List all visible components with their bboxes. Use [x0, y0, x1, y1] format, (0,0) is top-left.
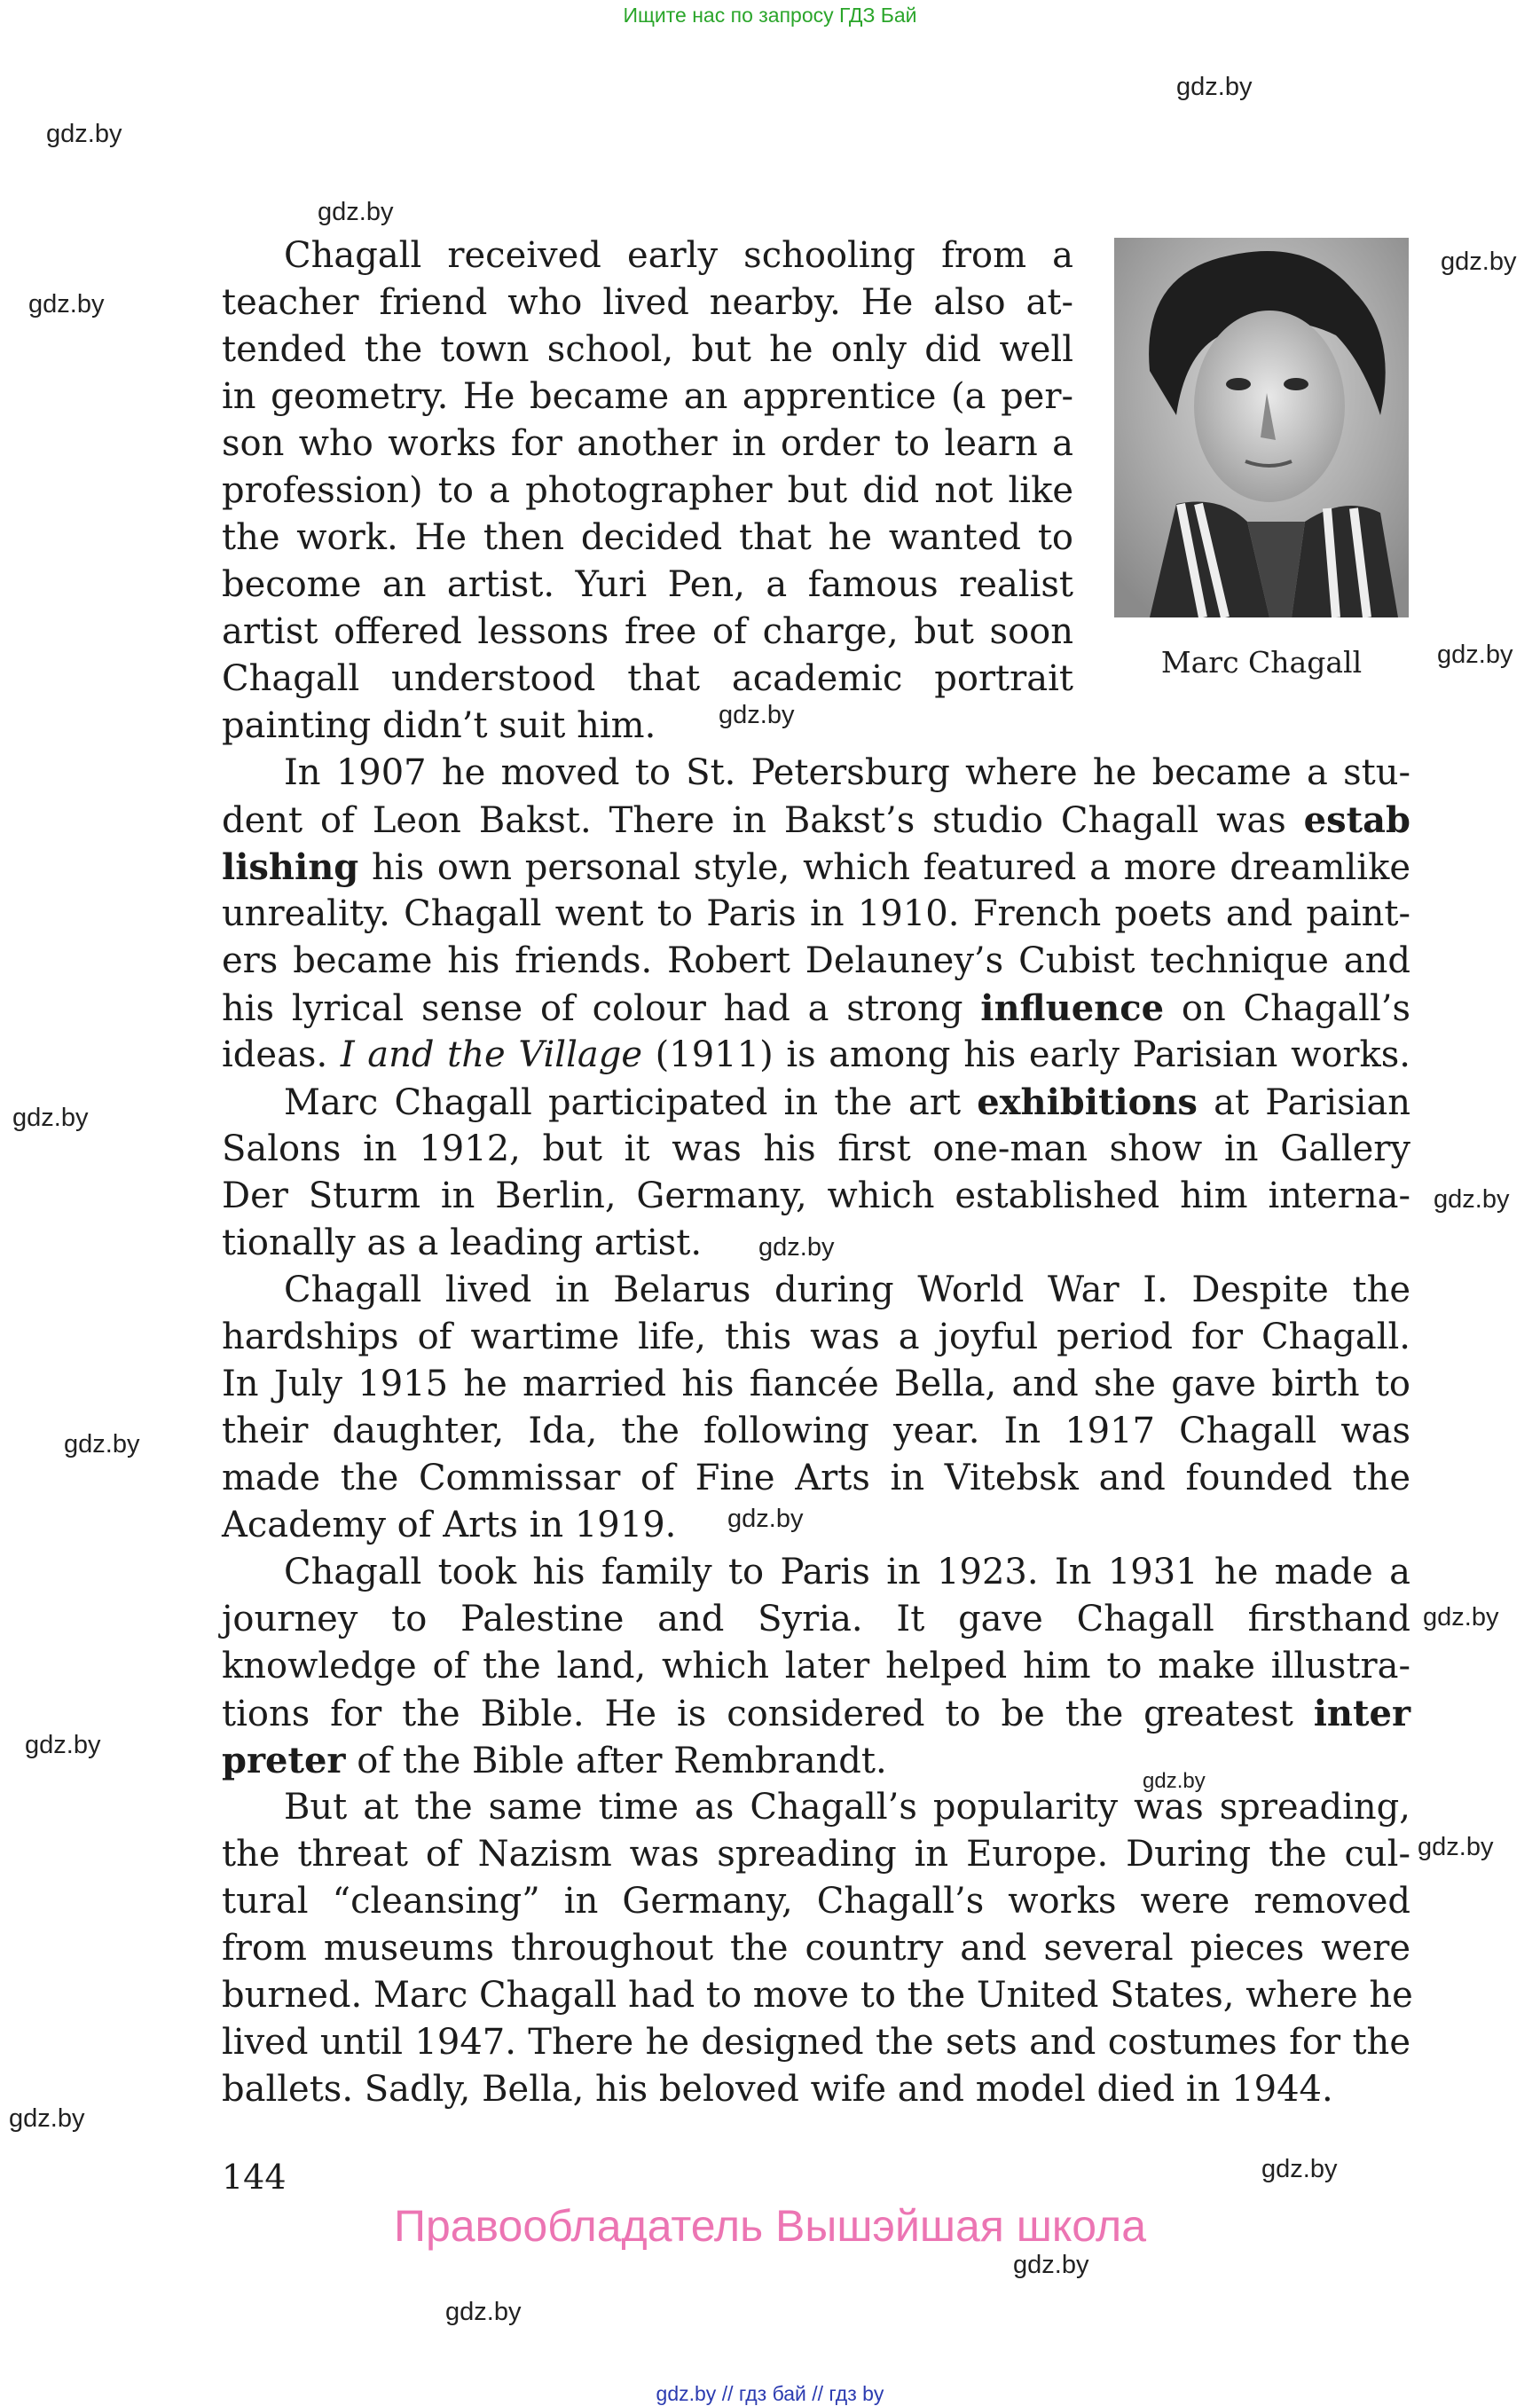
- text-line: son who works for another in order to learn a: [222, 423, 1073, 464]
- text-line: tions for the Bible. He is considered to be the greatest inter: [222, 1693, 1411, 1734]
- text-line: tural “cleansing” in Germany, Chagall’s works were removed: [222, 1881, 1410, 1922]
- text-line: Chagall took his family to Paris in 1923. In 1931 he made a: [284, 1552, 1410, 1592]
- page-number: 144: [222, 2158, 287, 2197]
- photo-caption: Marc Chagall: [1160, 645, 1363, 680]
- text-line: lived until 1947. There he designed the sets and costumes for the: [222, 2022, 1410, 2063]
- text-line: Academy of Arts in 1919.: [222, 1505, 677, 1545]
- portrait-photo: [1114, 238, 1409, 617]
- watermark: gdz.by: [1423, 1603, 1499, 1632]
- copyright-notice: Правообладатель Вышэйшая школа: [394, 2201, 1146, 2251]
- watermark: gdz.by: [719, 701, 795, 729]
- watermark: gdz.by: [28, 290, 105, 318]
- text-line: ideas. I and the Village (1911) is among his early Parisian works.: [222, 1034, 1411, 1075]
- text-line: unreality. Chagall went to Paris in 1910. French poets and paint-: [222, 893, 1410, 934]
- watermark: gdz.by: [1418, 1833, 1494, 1861]
- text-line: In 1907 he moved to St. Petersburg where he became a stu-: [284, 752, 1410, 793]
- text-line: profession) to a photographer but did not like: [222, 470, 1073, 511]
- text-line: artist offered lessons free of charge, but soon: [222, 611, 1073, 652]
- text-line: In July 1915 he married his fiancée Bella, and she gave birth to: [222, 1364, 1410, 1404]
- watermark: gdz.by: [318, 198, 394, 226]
- text-line: hardships of wartime life, this was a joyful period for Chagall.: [222, 1317, 1410, 1357]
- text-line: from museums throughout the country and several pieces were: [222, 1928, 1410, 1969]
- text-line: in geometry. He became an apprentice (a per-: [222, 376, 1073, 417]
- text-line: dent of Leon Bakst. There in Bakst’s studio Chagall was estab: [222, 799, 1410, 841]
- watermark: gdz.by: [46, 120, 122, 148]
- text-line: Chagall understood that academic portrait: [222, 658, 1073, 699]
- text-line: become an artist. Yuri Pen, a famous realist: [222, 564, 1073, 605]
- text-line: tended the town school, but he only did well: [222, 329, 1073, 370]
- text-line: Chagall received early schooling from a: [284, 235, 1073, 276]
- text-line: Chagall lived in Belarus during World War I. Despite the: [284, 1270, 1410, 1310]
- text-line: burned. Marc Chagall had to move to the United States, where he: [222, 1975, 1413, 2016]
- watermark: gdz.by: [1437, 641, 1513, 669]
- watermark: gdz.by: [1441, 248, 1517, 276]
- watermark: gdz.by: [9, 2104, 85, 2133]
- text-line: their daughter, Ida, the following year. In 1917 Chagall was: [222, 1411, 1410, 1451]
- watermark: gdz.by: [1143, 1769, 1206, 1793]
- text-line: But at the same time as Chagall’s popularity was spreading,: [284, 1787, 1410, 1828]
- text-line: ers became his friends. Robert Delauney’s Cubist technique and: [222, 940, 1410, 981]
- text-line: painting didn’t suit him.: [222, 705, 656, 746]
- watermark: gdz.by: [1261, 2155, 1338, 2183]
- text-line: Der Sturm in Berlin, Germany, which established him interna-: [222, 1175, 1410, 1216]
- watermark: gdz.by: [727, 1505, 804, 1533]
- text-line: Salons in 1912, but it was his first one-man show in Gallery: [222, 1128, 1410, 1169]
- text-line: his lyrical sense of colour had a strong influence on Chagall’s: [222, 987, 1410, 1029]
- watermark: gdz.by: [64, 1430, 140, 1459]
- top-banner: Ищите нас по запросу ГДЗ Бай: [623, 4, 917, 27]
- text-line: made the Commissar of Fine Arts in Vitebsk and founded the: [222, 1458, 1410, 1498]
- text-line: the threat of Nazism was spreading in Europe. During the cul-: [222, 1834, 1410, 1875]
- text-line: tionally as a leading artist.: [222, 1223, 703, 1263]
- text-line: teacher friend who lived nearby. He also at-: [222, 282, 1073, 323]
- text-line: preter of the Bible after Rembrandt.: [222, 1740, 887, 1781]
- text-line: knowledge of the land, which later helped him to make illustra-: [222, 1646, 1410, 1687]
- text-line: lishing his own personal style, which featured a more dreamlike: [222, 846, 1411, 888]
- watermark: gdz.by: [758, 1233, 835, 1262]
- bottom-banner: gdz.by // гдз бай // гдз by: [656, 2382, 884, 2405]
- watermark: gdz.by: [12, 1104, 89, 1132]
- watermark: gdz.by: [445, 2298, 522, 2326]
- text-line: journey to Palestine and Syria. It gave Chagall firsthand: [222, 1599, 1410, 1639]
- text-line: Marc Chagall participated in the art exhibitions at Parisian: [284, 1081, 1411, 1123]
- watermark: gdz.by: [1013, 2251, 1089, 2279]
- watermark: gdz.by: [1176, 73, 1253, 101]
- watermark: gdz.by: [25, 1731, 101, 1759]
- text-line: the work. He then decided that he wanted to: [222, 517, 1073, 558]
- text-line: ballets. Sadly, Bella, his beloved wife and model died in 1944.: [222, 2069, 1333, 2110]
- watermark: gdz.by: [1434, 1185, 1510, 1214]
